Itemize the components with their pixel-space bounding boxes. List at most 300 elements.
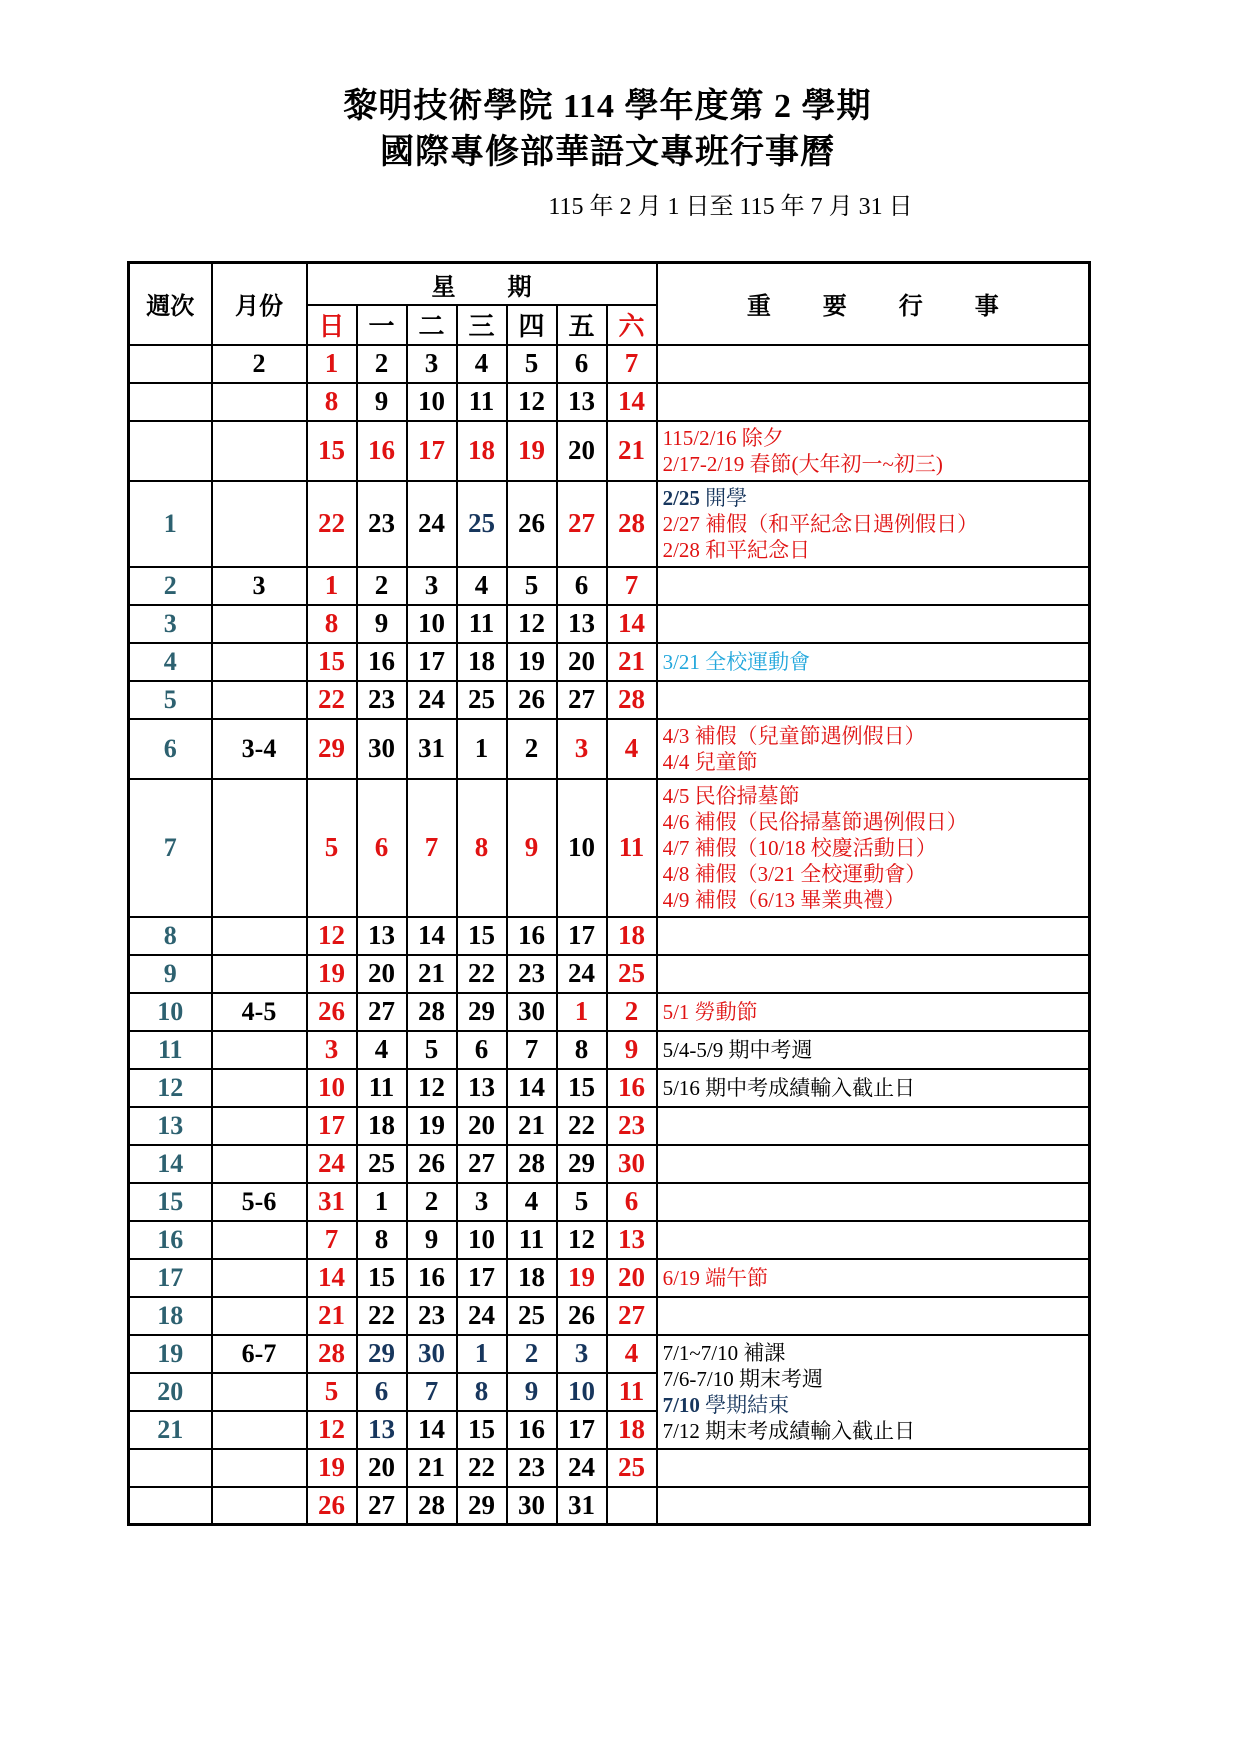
table-row: [129, 1449, 1090, 1487]
day-cell: 18: [607, 917, 657, 955]
table-row: [129, 605, 1090, 643]
day-cell: 29: [307, 719, 357, 779]
event-line: [663, 887, 1087, 913]
events-cell: [657, 719, 1090, 779]
event-date: 6/19: [662, 1265, 700, 1290]
day-cell: 23: [357, 481, 407, 567]
day-cell: 28: [507, 1145, 557, 1183]
day-cell: 3: [307, 1031, 357, 1069]
day-cell: 15: [457, 917, 507, 955]
month-cell: [212, 383, 307, 421]
header-month-label: 月份: [212, 263, 307, 345]
day-cell: 6: [557, 345, 607, 383]
events-cell: [657, 383, 1090, 421]
day-cell: 5: [307, 779, 357, 917]
event-text: 期末考成績輸入截止日: [699, 1418, 916, 1443]
week-cell: 12: [129, 1069, 212, 1107]
day-cell: 1: [357, 1183, 407, 1221]
day-cell: 17: [557, 1411, 607, 1449]
month-cell: [212, 1411, 307, 1449]
month-cell: 2: [212, 345, 307, 383]
day-cell: 13: [557, 605, 607, 643]
event-text: 春節(大年初一~初三): [744, 451, 943, 476]
event-date: 115/2/16: [662, 425, 737, 450]
day-cell: 8: [307, 383, 357, 421]
day-cell: 19: [307, 955, 357, 993]
day-cell: 14: [607, 605, 657, 643]
table-row: [129, 1107, 1090, 1145]
day-cell: 22: [457, 955, 507, 993]
events-cell: [657, 567, 1090, 605]
day-cell: 5: [507, 345, 557, 383]
day-cell: 1: [457, 719, 507, 779]
event-line: [663, 1392, 1087, 1418]
day-cell: 16: [507, 917, 557, 955]
day-cell: 6: [357, 1373, 407, 1411]
day-cell: 2: [507, 719, 557, 779]
day-cell: 2: [357, 345, 407, 383]
day-cell: 6: [357, 779, 407, 917]
event-date: 4/8: [662, 861, 690, 886]
table-row: [129, 955, 1090, 993]
event-line: [663, 749, 1087, 775]
day-cell: 13: [557, 383, 607, 421]
day-cell: 25: [507, 1297, 557, 1335]
event-line: [663, 1340, 1087, 1366]
events-cell: [657, 955, 1090, 993]
day-cell: 1: [307, 567, 357, 605]
event-line: [663, 809, 1087, 835]
day-cell: 7: [407, 1373, 457, 1411]
event-line: [663, 511, 1087, 537]
day-cell: 7: [407, 779, 457, 917]
event-line: [663, 861, 1087, 887]
day-cell: 7: [607, 345, 657, 383]
day-cell: 22: [307, 481, 357, 567]
month-cell: [212, 1107, 307, 1145]
day-cell: 24: [307, 1145, 357, 1183]
day-cell: 10: [557, 1373, 607, 1411]
day-cell: 13: [457, 1069, 507, 1107]
day-cell: 22: [357, 1297, 407, 1335]
day-cell: 14: [607, 383, 657, 421]
event-date: 2/25: [662, 485, 700, 510]
day-cell: 13: [357, 917, 407, 955]
event-text: 兒童節: [689, 749, 758, 774]
day-cell: 4: [507, 1183, 557, 1221]
event-date: 4/3: [662, 723, 690, 748]
week-cell: [129, 345, 212, 383]
header-week-label: 週次: [129, 263, 212, 345]
day-cell: 23: [507, 955, 557, 993]
day-cell: 8: [457, 1373, 507, 1411]
week-cell: 8: [129, 917, 212, 955]
day-cell: 20: [557, 421, 607, 481]
header-row-top: [129, 263, 1090, 306]
day-cell: 26: [507, 481, 557, 567]
event-date: 2/28: [662, 537, 700, 562]
day-cell: 30: [507, 993, 557, 1031]
events-cell: [657, 917, 1090, 955]
day-cell: [607, 1487, 657, 1525]
month-cell: [212, 1031, 307, 1069]
day-cell: 7: [607, 567, 657, 605]
event-date: 4/6: [662, 809, 690, 834]
event-date: 5/1: [662, 999, 690, 1024]
table-row: [129, 643, 1090, 681]
day-cell: 1: [557, 993, 607, 1031]
page-title: 黎明技術學院 114 學年度第 2 學期: [343, 88, 872, 125]
event-text: 補假（6/13 畢業典禮）: [689, 887, 906, 912]
week-cell: 15: [129, 1183, 212, 1221]
table-row: [129, 719, 1090, 779]
event-text: 補假（兒童節遇例假日）: [689, 723, 926, 748]
day-cell: 1: [457, 1335, 507, 1373]
day-cell: 27: [557, 481, 607, 567]
month-cell: [212, 605, 307, 643]
events-cell: [657, 1145, 1090, 1183]
month-cell: [212, 1259, 307, 1297]
events-cell: [657, 421, 1090, 481]
day-cell: 20: [457, 1107, 507, 1145]
day-cell: 21: [407, 1449, 457, 1487]
day-cell: 19: [507, 643, 557, 681]
event-line: [663, 999, 1087, 1025]
table-row: [129, 481, 1090, 567]
day-cell: 11: [457, 605, 507, 643]
table-row: [129, 567, 1090, 605]
day-cell: 17: [407, 421, 457, 481]
day-cell: 20: [607, 1259, 657, 1297]
day-cell: 12: [307, 1411, 357, 1449]
day-cell: 2: [407, 1183, 457, 1221]
day-cell: 9: [407, 1221, 457, 1259]
day-cell: 29: [457, 993, 507, 1031]
day-cell: 5: [307, 1373, 357, 1411]
header-dayname: 二: [407, 305, 457, 344]
header-dayname: 六: [607, 305, 657, 344]
event-date: 5/16: [662, 1075, 700, 1100]
event-text: 補假（和平紀念日遇例假日）: [699, 511, 979, 536]
day-cell: 8: [307, 605, 357, 643]
day-cell: 27: [557, 681, 607, 719]
table-row: [129, 779, 1090, 917]
table-row: [129, 1335, 1090, 1373]
day-cell: 11: [357, 1069, 407, 1107]
week-cell: 17: [129, 1259, 212, 1297]
day-cell: 5: [407, 1031, 457, 1069]
month-cell: [212, 1297, 307, 1335]
day-cell: 3: [457, 1183, 507, 1221]
header-dayname: 日: [307, 305, 357, 344]
day-cell: 21: [507, 1107, 557, 1145]
table-row: [129, 1069, 1090, 1107]
week-cell: [129, 383, 212, 421]
events-cell: [657, 1259, 1090, 1297]
event-text: 全校運動會: [699, 649, 811, 674]
day-cell: 18: [507, 1259, 557, 1297]
day-cell: 13: [607, 1221, 657, 1259]
event-text: 期中考成績輸入截止日: [699, 1075, 916, 1100]
week-cell: 11: [129, 1031, 212, 1069]
month-cell: [212, 1487, 307, 1525]
events-cell: [657, 481, 1090, 567]
day-cell: 19: [307, 1449, 357, 1487]
day-cell: 8: [557, 1031, 607, 1069]
events-cell: [657, 1031, 1090, 1069]
day-cell: 27: [357, 1487, 407, 1525]
day-cell: 15: [457, 1411, 507, 1449]
header-dayname: 四: [507, 305, 557, 344]
day-cell: 11: [607, 1373, 657, 1411]
day-cell: 17: [307, 1107, 357, 1145]
table-row: [129, 1259, 1090, 1297]
day-cell: 18: [357, 1107, 407, 1145]
day-cell: 12: [557, 1221, 607, 1259]
day-cell: 25: [357, 1145, 407, 1183]
day-cell: 27: [357, 993, 407, 1031]
table-row: [129, 917, 1090, 955]
table-row: [129, 1297, 1090, 1335]
day-cell: 15: [357, 1259, 407, 1297]
page-subtitle: 國際專修部華語文專班行事曆: [380, 134, 835, 171]
day-cell: 16: [357, 421, 407, 481]
table-row: [129, 421, 1090, 481]
day-cell: 2: [507, 1335, 557, 1373]
day-cell: 14: [407, 1411, 457, 1449]
event-line: [663, 649, 1087, 675]
day-cell: 3: [407, 345, 457, 383]
event-text: 民俗掃墓節: [689, 783, 800, 808]
month-cell: [212, 643, 307, 681]
day-cell: 3: [557, 1335, 607, 1373]
day-cell: 19: [407, 1107, 457, 1145]
month-cell: 6-7: [212, 1335, 307, 1373]
week-cell: 4: [129, 643, 212, 681]
day-cell: 4: [607, 1335, 657, 1373]
day-cell: 24: [407, 481, 457, 567]
month-cell: 3-4: [212, 719, 307, 779]
day-cell: 29: [457, 1487, 507, 1525]
day-cell: 17: [457, 1259, 507, 1297]
table-row: [129, 993, 1090, 1031]
month-cell: [212, 481, 307, 567]
day-cell: 7: [307, 1221, 357, 1259]
day-cell: 17: [407, 643, 457, 681]
day-cell: 21: [307, 1297, 357, 1335]
day-cell: 23: [357, 681, 407, 719]
event-text: 勞動節: [689, 999, 758, 1024]
day-cell: 24: [557, 955, 607, 993]
month-cell: [212, 681, 307, 719]
events-cell: [657, 1449, 1090, 1487]
week-cell: 10: [129, 993, 212, 1031]
day-cell: 31: [407, 719, 457, 779]
header-dayname: 五: [557, 305, 607, 344]
calendar-table: [127, 261, 1091, 1526]
month-cell: 3: [212, 567, 307, 605]
table-row: [129, 1487, 1090, 1525]
month-cell: [212, 1449, 307, 1487]
day-cell: 1: [307, 345, 357, 383]
day-cell: 23: [407, 1297, 457, 1335]
day-cell: 12: [507, 605, 557, 643]
day-cell: 10: [307, 1069, 357, 1107]
events-cell: [657, 605, 1090, 643]
table-row: [129, 1221, 1090, 1259]
event-date: 4/4: [662, 749, 690, 774]
month-cell: [212, 1221, 307, 1259]
day-cell: 28: [407, 993, 457, 1031]
day-cell: 14: [507, 1069, 557, 1107]
day-cell: 10: [407, 605, 457, 643]
day-cell: 7: [507, 1031, 557, 1069]
event-date: 7/12: [662, 1418, 700, 1443]
event-text: 補假（3/21 全校運動會）: [689, 861, 927, 886]
week-cell: 9: [129, 955, 212, 993]
month-cell: [212, 1069, 307, 1107]
day-cell: 6: [457, 1031, 507, 1069]
day-cell: 21: [607, 421, 657, 481]
day-cell: 25: [607, 1449, 657, 1487]
day-cell: 26: [557, 1297, 607, 1335]
table-row: [129, 1031, 1090, 1069]
event-line: [663, 783, 1087, 809]
event-text: 和平紀念日: [699, 537, 811, 562]
day-cell: 23: [507, 1449, 557, 1487]
week-cell: [129, 421, 212, 481]
day-cell: 20: [557, 643, 607, 681]
day-cell: 19: [557, 1259, 607, 1297]
day-cell: 9: [507, 1373, 557, 1411]
events-cell: [657, 1487, 1090, 1525]
day-cell: 11: [607, 779, 657, 917]
event-date: 7/1~7/10: [662, 1340, 739, 1365]
table-row: [129, 1183, 1090, 1221]
day-cell: 2: [607, 993, 657, 1031]
day-cell: 21: [407, 955, 457, 993]
day-cell: 24: [457, 1297, 507, 1335]
day-cell: 22: [557, 1107, 607, 1145]
day-cell: 18: [457, 643, 507, 681]
day-cell: 16: [607, 1069, 657, 1107]
day-cell: 28: [607, 481, 657, 567]
event-text: 端午節: [699, 1265, 769, 1290]
events-cell: [657, 1221, 1090, 1259]
day-cell: 15: [557, 1069, 607, 1107]
day-cell: 20: [357, 955, 407, 993]
event-text: 補假（民俗掃墓節遇例假日）: [689, 809, 968, 834]
day-cell: 26: [307, 1487, 357, 1525]
week-cell: 21: [129, 1411, 212, 1449]
day-cell: 10: [457, 1221, 507, 1259]
header-events-label: 重 要 行 事: [657, 263, 1090, 345]
day-cell: 16: [357, 643, 407, 681]
day-cell: 10: [557, 779, 607, 917]
header-weekday-group-label: 星 期: [307, 263, 657, 306]
day-cell: 26: [407, 1145, 457, 1183]
month-cell: 5-6: [212, 1183, 307, 1221]
day-cell: 12: [307, 917, 357, 955]
day-cell: 22: [307, 681, 357, 719]
table-row: [129, 681, 1090, 719]
events-cell: [657, 1183, 1090, 1221]
day-cell: 18: [457, 421, 507, 481]
day-cell: 25: [607, 955, 657, 993]
day-cell: 23: [607, 1107, 657, 1145]
events-cell: [657, 643, 1090, 681]
date-range: 115 年 2 月 1 日至 115 年 7 月 31 日: [548, 194, 913, 220]
week-cell: 18: [129, 1297, 212, 1335]
day-cell: 18: [607, 1411, 657, 1449]
day-cell: 3: [407, 567, 457, 605]
day-cell: 20: [357, 1449, 407, 1487]
week-cell: 1: [129, 481, 212, 567]
event-line: [663, 1075, 1087, 1101]
day-cell: 6: [557, 567, 607, 605]
day-cell: 29: [557, 1145, 607, 1183]
week-cell: 3: [129, 605, 212, 643]
day-cell: 4: [457, 567, 507, 605]
event-line: [663, 485, 1087, 511]
month-cell: [212, 1145, 307, 1183]
event-date: 4/9: [662, 887, 690, 912]
event-text: 補課: [738, 1340, 786, 1365]
month-cell: [212, 917, 307, 955]
day-cell: 24: [557, 1449, 607, 1487]
day-cell: 19: [507, 421, 557, 481]
day-cell: 26: [307, 993, 357, 1031]
day-cell: 27: [457, 1145, 507, 1183]
week-cell: 16: [129, 1221, 212, 1259]
day-cell: 29: [357, 1335, 407, 1373]
day-cell: 30: [607, 1145, 657, 1183]
day-cell: 31: [307, 1183, 357, 1221]
day-cell: 11: [507, 1221, 557, 1259]
week-cell: 20: [129, 1373, 212, 1411]
month-cell: [212, 1373, 307, 1411]
day-cell: 15: [307, 643, 357, 681]
day-cell: 30: [507, 1487, 557, 1525]
day-cell: 9: [607, 1031, 657, 1069]
day-cell: 8: [357, 1221, 407, 1259]
day-cell: 9: [357, 383, 407, 421]
event-date: 7/6-7/10: [662, 1366, 734, 1391]
events-cell: [657, 993, 1090, 1031]
day-cell: 17: [557, 917, 607, 955]
day-cell: 16: [407, 1259, 457, 1297]
day-cell: 13: [357, 1411, 407, 1449]
event-date: 7/10: [662, 1392, 700, 1417]
event-line: [663, 451, 1087, 477]
event-line: [663, 425, 1087, 451]
event-line: [663, 723, 1087, 749]
day-cell: 6: [607, 1183, 657, 1221]
month-cell: [212, 779, 307, 917]
week-cell: 7: [129, 779, 212, 917]
event-text: 期中考週: [723, 1037, 813, 1062]
day-cell: 25: [457, 681, 507, 719]
event-date: 2/17-2/19: [662, 451, 745, 476]
event-date: 2/27: [662, 511, 700, 536]
week-cell: 5: [129, 681, 212, 719]
day-cell: 14: [407, 917, 457, 955]
day-cell: 27: [607, 1297, 657, 1335]
event-line: [663, 1366, 1087, 1392]
day-cell: 28: [407, 1487, 457, 1525]
events-cell: [657, 345, 1090, 383]
events-cell: [657, 1107, 1090, 1145]
